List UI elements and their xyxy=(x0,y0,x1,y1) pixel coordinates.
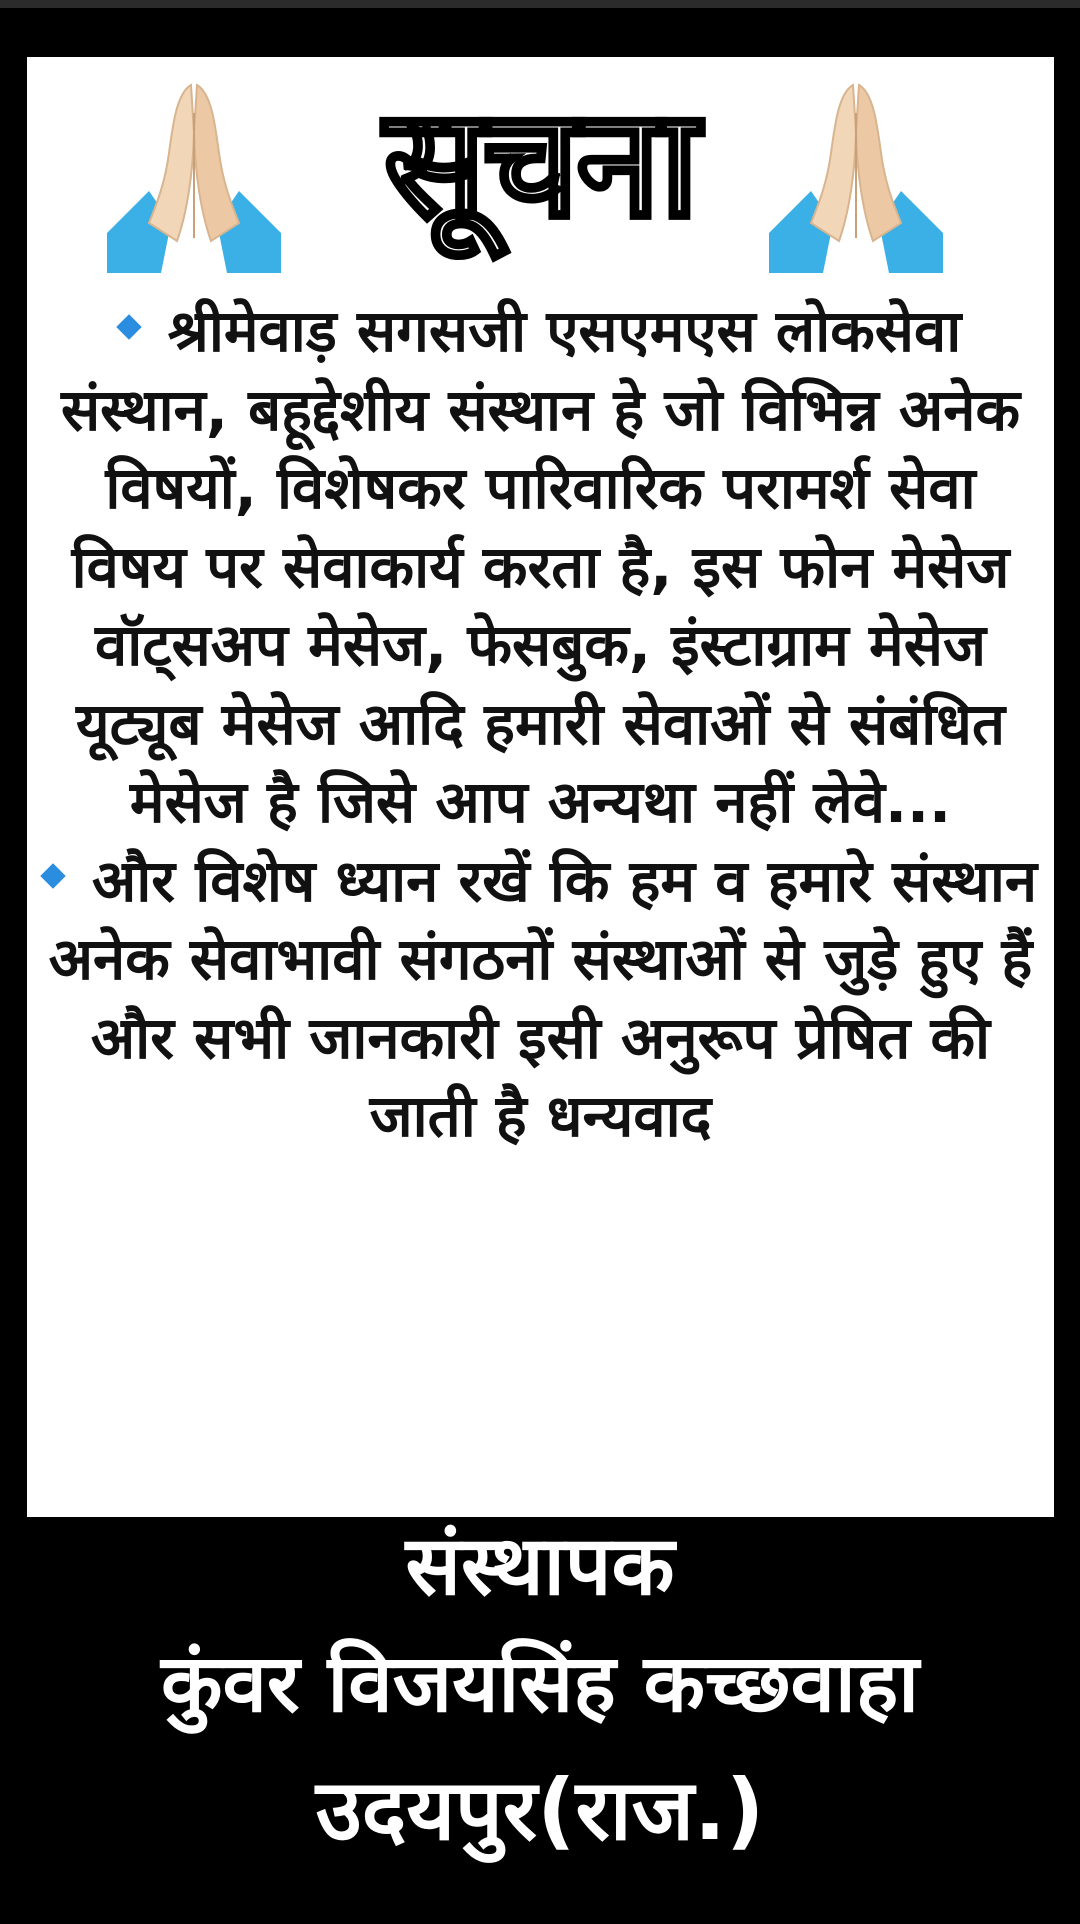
notice-body xyxy=(39,292,1042,1156)
status-strip xyxy=(0,0,1080,8)
blue-diamond-icon xyxy=(40,864,65,889)
founder-place: उदयपुर(राज.) xyxy=(315,1761,765,1859)
notice-title: सूचना xyxy=(384,77,697,251)
notice-paragraph-1 xyxy=(39,292,1042,842)
founder-label: संस्थापक xyxy=(405,1519,675,1614)
founder-footer xyxy=(0,1517,1080,1869)
paragraph-1-text: श्रीमेवाड़ सगसजी एसएमएस लोकसेवा संस्थान, बहूद्देशीय संस्थान हे जो विभिन्न अनेक विषयों, विशेषकर पारिवारिक परामर्श सेवा विषय पर सेवाकार्य करता है, इस फोन मेसेज वॉट्सअप मेसेज, फेसबुक, इंस्टाग्राम मेसेज यूट्यूब मेसेज आदि हमारी सेवाओं से संबंधित मेसेज है जिसे आप अन्यथा नहीं लेवे... xyxy=(60,297,1021,836)
blue-diamond-icon xyxy=(116,314,141,339)
paragraph-2-text: और विशेष ध्यान रखें कि हम व हमारे संस्थान अनेक सेवाभावी संगठनों संस्थाओं से जुड़े हुए हैं और सभी जानकारी इसी अनुरूप प्रेषित की जाती है धन्यवाद xyxy=(48,846,1038,1150)
notice-header xyxy=(27,57,1054,287)
notice-paragraph-2 xyxy=(39,842,1042,1156)
folded-hands-icon xyxy=(761,73,951,273)
founder-name: कुंवर विजयसिंह कच्छवाहा xyxy=(161,1637,919,1730)
notice-card xyxy=(27,57,1054,1517)
